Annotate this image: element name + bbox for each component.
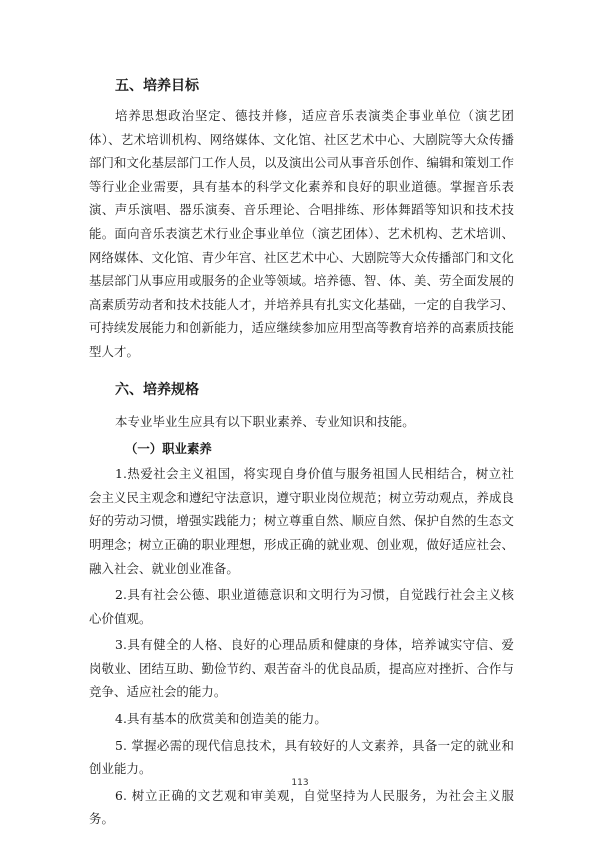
list-item: 3.具有健全的人格、良好的心理品质和健康的身体，培养诚实守信、爱岗敬业、团结互助、勤俭节约、艰苦奋斗的优良品质，提高应对挫折、合作与竞争、适应社会的能力。 <box>89 637 514 700</box>
page-number: 113 <box>291 778 309 788</box>
training-goals-paragraph: 培养思想政治坚定、德技并修，适应音乐表演类企事业单位（演艺团体）、艺术培训机构、网络媒体、文化馆、社区艺术中心、大剧院等大众传播部门和文化基层部门工作人员，以及演出公司从事音乐创作、编辑和策划工作等行业企业需要，具有基本的科学文化素养和良好的职业道德。掌握音乐表演、声乐演唱、器乐演奏、音乐理论、合唱排练、形体舞蹈等知识和技术技能。面向音乐表演艺术行业企事业单位（演艺团体）、艺术机构、艺术培训、网络媒体、文化馆、青少年宫、社区艺术中心、大剧院等大众传播部门和文化基层部门从事应用或服务的企业等领域。培养德、智、体、美、劳全面发展的高素质劳动者和技术技能人才，并培养具有扎实文化基础，一定的自我学习、可持续发展能力和创新能力，适应继续参加应用型高等教育培养的高素质技能型人才。 <box>89 108 514 359</box>
list-item: 5. 掌握必需的现代信息技术，具有较好的人文素养，具备一定的就业和创业能力。 <box>89 737 514 777</box>
list-item: 1.热爱社会主义祖国，将实现自身价值与服务祖国人民相结合，树立社会主义民主观念和遵纪守法意识，遵守职业岗位规范；树立劳动观点，养成良好的劳动习惯，增强实践能力；树立尊重自然、顺应自然、保护自然的生态文明理念；树立正确的职业理想，形成正确的就业观、创业观，做好适应社会、融入社会、就业创业准备。 <box>89 466 514 576</box>
list-item: 2.具有社会公德、职业道德意识和文明行为习惯，自觉践行社会主义核心价值观。 <box>89 587 514 626</box>
subsection-heading-professional-quality: （一）职业素养 <box>125 441 212 457</box>
list-item: 4.具有基本的欣赏美和创造美的能力。 <box>115 711 327 727</box>
section-heading-training-specs: 六、培养规格 <box>115 381 199 398</box>
section-heading-training-goals: 五、培养目标 <box>115 78 199 94</box>
list-item: 6. 树立正确的文艺观和审美观，自觉坚持为人民服务，为社会主义服务。 <box>89 787 514 827</box>
page-content <box>89 76 514 834</box>
training-specs-intro: 本专业毕业生应具有以下职业素养、专业知识和技能。 <box>115 413 415 429</box>
